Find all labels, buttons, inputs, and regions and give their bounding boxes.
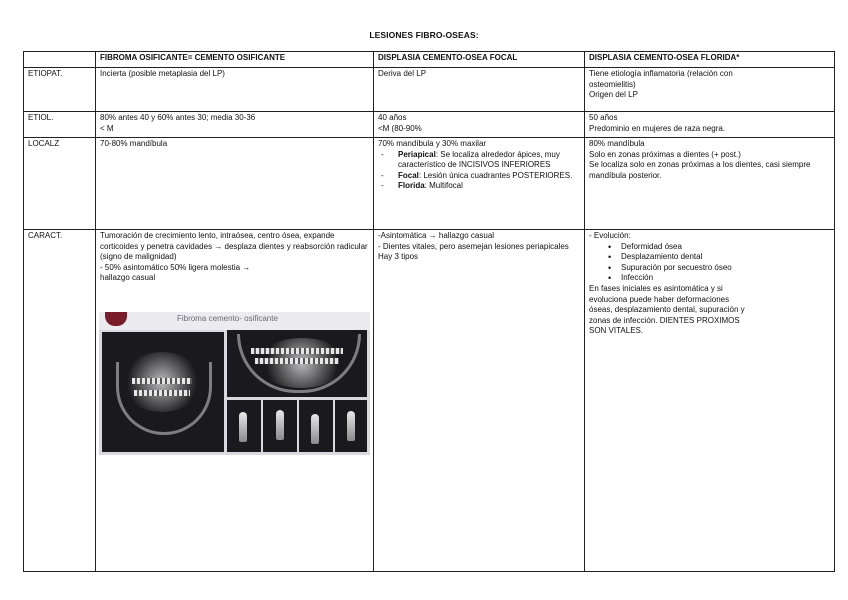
row-caract (24, 230, 835, 572)
text-line: -Asintomática → hallazgo casual (378, 231, 495, 240)
periapical-xray (263, 400, 297, 452)
cell-etiol-focal (374, 112, 585, 138)
text-focal: : Lesión única cuadrantes POSTERIORES. (418, 170, 573, 180)
tooth-root (311, 414, 319, 444)
text-line: 80% antes 40 y 60% antes 30; media 30-36 (100, 113, 256, 122)
text-line: - 50% asintomático 50% ligera molestia → (100, 262, 251, 272)
text-line: óseas, desplazamiento dental, supuración y (589, 305, 745, 315)
mandible-outline (116, 362, 212, 435)
text-line: Se localiza solo en zonas próximas a los dientes, casi siempre mandíbula posterior. (589, 160, 811, 180)
text-line: 80% mandíbula (589, 139, 645, 148)
list-item: • Deformidad ósea (621, 242, 829, 253)
text-line: evoluciona puede haber deformaciones (589, 294, 730, 304)
page-title: LESIONES FIBRO-OSEAS: (369, 30, 479, 40)
row-etiol (24, 112, 835, 138)
evolution-list (589, 242, 829, 284)
text-line: Hay 3 tipos (378, 252, 419, 262)
radiograph-photo (99, 312, 370, 455)
text-line: <M (80-90% (378, 123, 422, 133)
text-line: hallazgo casual (100, 273, 156, 283)
row-label-localz: LOCALZ (24, 138, 96, 230)
text-line: - Dientes vitales, pero asemejan lesiones periapicales (378, 241, 569, 251)
text-line: < M (100, 123, 114, 133)
list-item: • Infección (621, 273, 829, 284)
panoramic-xray-right (227, 330, 367, 397)
text-line: osteomielitis) (589, 79, 636, 89)
text-line: 70% mandíbula y 30% maxilar (378, 139, 487, 148)
row-localz (24, 138, 835, 230)
term-florida: Florida (398, 181, 425, 191)
cell-localz-fibroma: 70-80% mandíbula (96, 138, 374, 230)
text-line: SON VITALES. (589, 326, 644, 336)
text-florida: : Multifocal (424, 181, 463, 191)
text-line: Predominio en mujeres de raza negra. (589, 123, 726, 133)
row-label-etiopat: ETIOPAT. (24, 68, 96, 112)
panoramic-xray-left (102, 332, 224, 452)
list-item (398, 171, 579, 182)
teeth-row (134, 390, 190, 396)
cell-etiol-florida (585, 112, 835, 138)
teeth-row (255, 358, 339, 364)
cell-caract-florida (585, 230, 835, 572)
periapical-xray (335, 400, 367, 452)
cell-etiopat-fibroma: Incierta (posible metaplasia del LP) (96, 68, 374, 112)
text-line: 40 años (378, 113, 407, 122)
tooth-root (239, 412, 247, 442)
header-row (24, 52, 835, 68)
row-etiopat (24, 68, 835, 112)
header-florida: DISPLASIA CEMENTO-OSEA FLORIDA* (585, 52, 835, 68)
list-item: • Supuración por secuestro óseo (621, 263, 829, 274)
cell-etiopat-focal: Deriva del LP (374, 68, 585, 112)
text-line: - Evolución: (589, 231, 631, 240)
photo-caption: Fibroma cemento- osificante (177, 313, 278, 323)
list-item: • Desplazamiento dental (621, 252, 829, 263)
fibro-osseous-table (23, 51, 835, 572)
cell-caract-fibroma (96, 230, 374, 572)
row-label-etiol: ETIOL. (24, 112, 96, 138)
text-line: 50 años (589, 113, 618, 122)
tooth-root (276, 410, 284, 440)
teeth-row (251, 348, 343, 354)
header-fibroma: FIBROMA OSIFICANTE= CEMENTO OSIFICANTE (96, 52, 374, 68)
cell-localz-florida (585, 138, 835, 230)
cell-etiopat-florida (585, 68, 835, 112)
term-focal: Focal (398, 170, 419, 180)
list-item (398, 181, 579, 192)
row-label-caract: CARACT. (24, 230, 96, 572)
cell-localz-focal (374, 138, 585, 230)
text-line: En fases iniciales es asintomática y si (589, 283, 723, 293)
tooth-root (347, 411, 355, 441)
cell-caract-focal (374, 230, 585, 572)
periapical-xray (299, 400, 333, 452)
text-line: zonas de infección. DIENTES PROXIMOS (589, 315, 740, 325)
text-line: Tiene etiología inflamatoria (relación con (589, 69, 733, 78)
header-corner (24, 52, 96, 68)
type-list (378, 150, 579, 192)
term-periapical: Periapical (398, 149, 436, 159)
header-focal: DISPLASIA CEMENTO-OSEA FOCAL (374, 52, 585, 68)
text-line: Tumoración de crecimiento lento, intraósea, centro ósea, expande corticoides y penetra cavidades → desplaza dientes y reabsorción radicular (signo de malignidad) (100, 231, 368, 262)
list-item (398, 150, 579, 171)
teeth-row (132, 378, 192, 384)
text-periapical: : Se localiza alrededor ápices, muy característico de INCISIVOS INFERIORES (398, 149, 560, 170)
text-line: Origen del LP (589, 90, 638, 100)
text-line: Solo en zonas próximas a dientes (+ post.) (589, 149, 741, 159)
periapical-xray (227, 400, 261, 452)
cell-etiol-fibroma (96, 112, 374, 138)
